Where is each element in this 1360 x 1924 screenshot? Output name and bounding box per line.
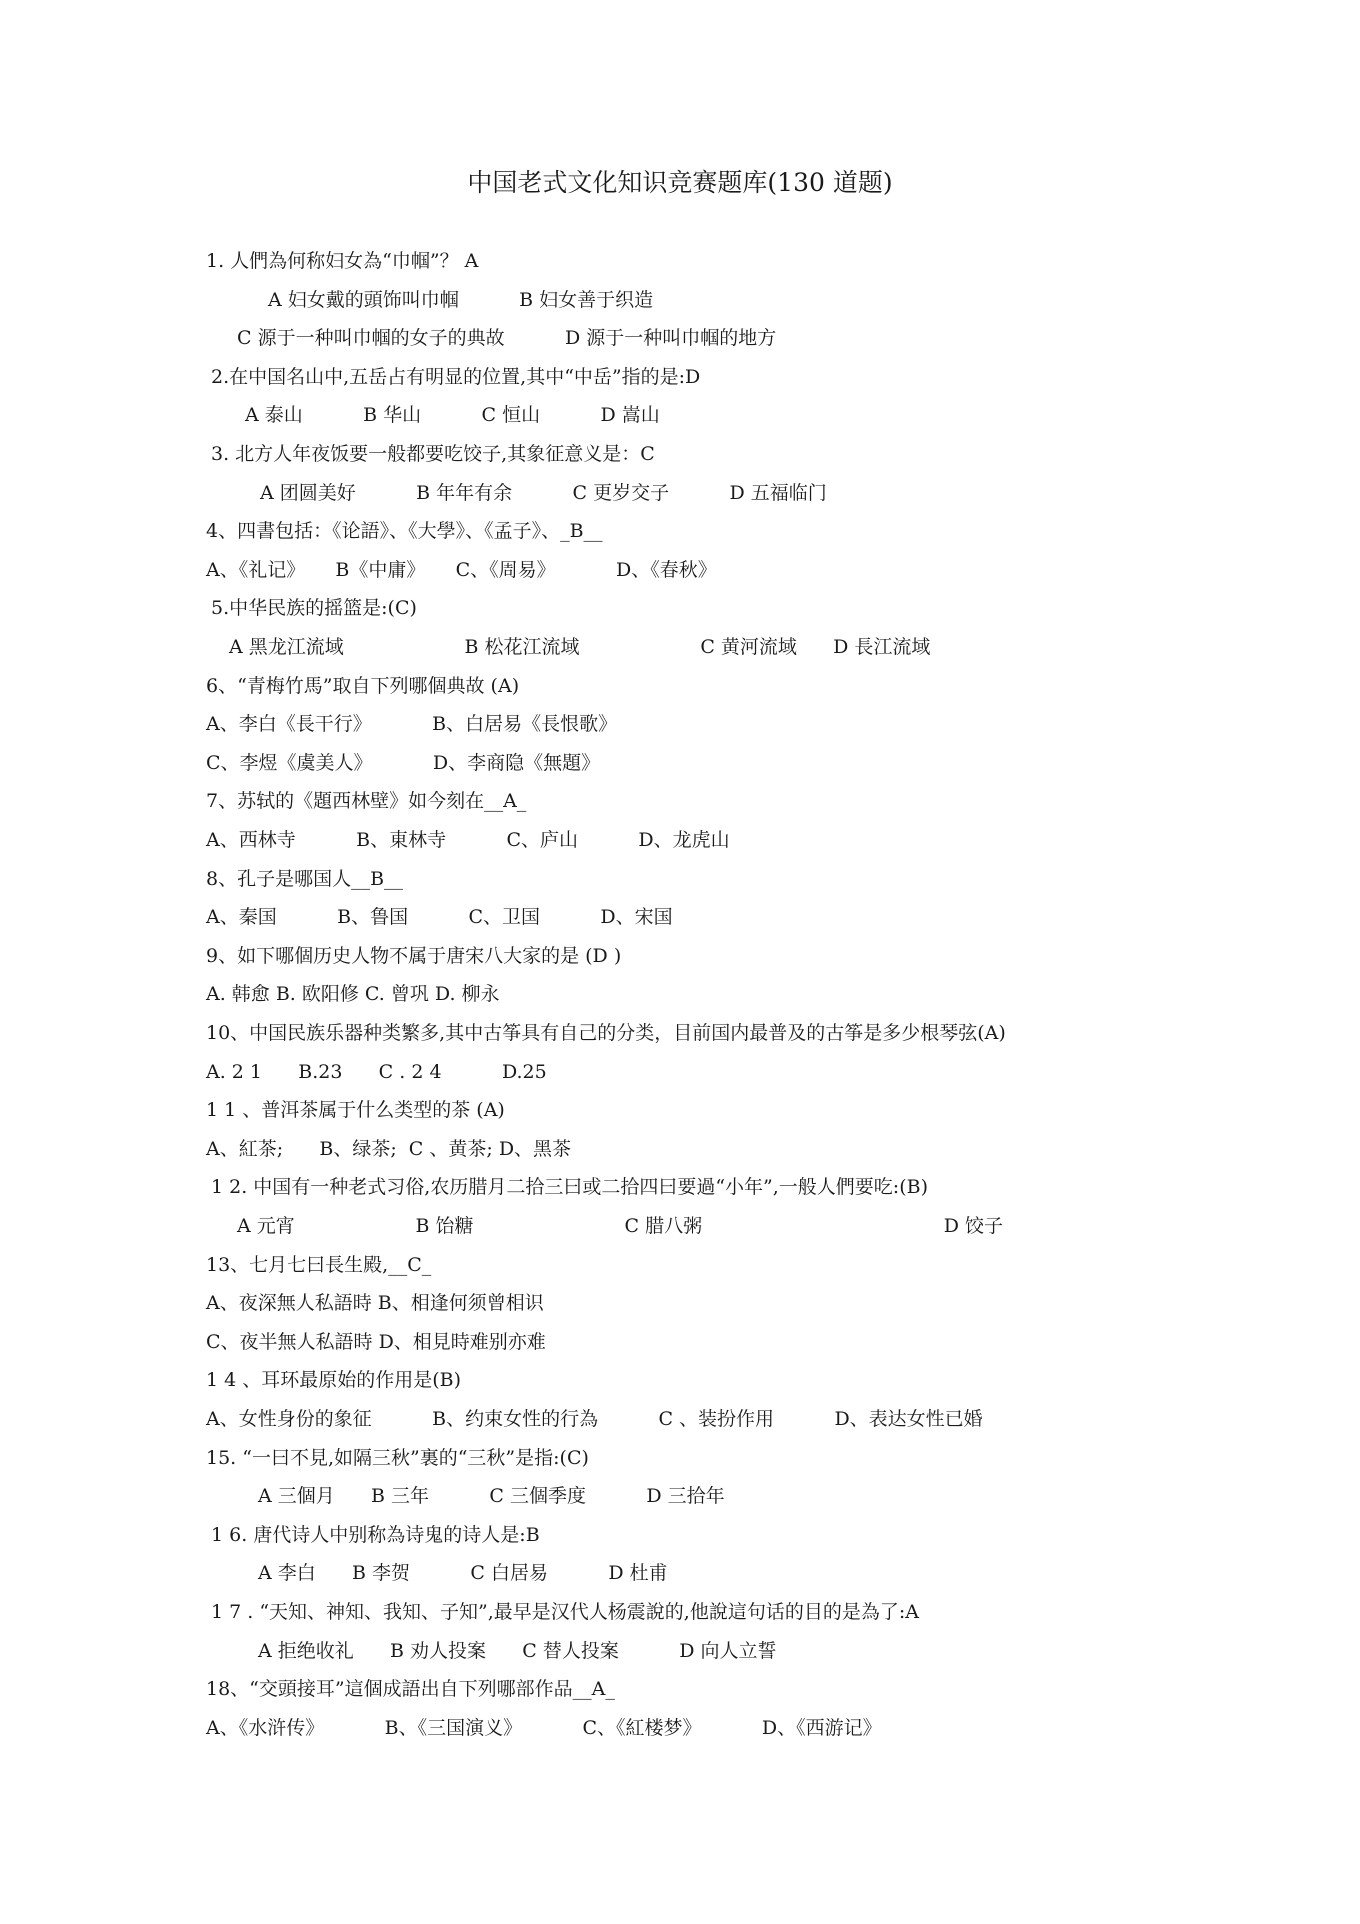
q8-options: A、秦国 B、鲁国 C、卫国 D、宋国 bbox=[206, 906, 673, 928]
q16-options: A 李白 B 李贺 C 白居易 D 杜甫 bbox=[258, 1562, 668, 1584]
document-title: 中国老式文化知识竞赛题库(130 道题) bbox=[467, 168, 893, 197]
q9-question: 9、如下哪個历史人物不属于唐宋八大家的是 (D ) bbox=[206, 945, 622, 967]
q14-options: A、女性身份的象征 B、约束女性的行為 C 、装扮作用 D、表达女性已婚 bbox=[206, 1408, 983, 1430]
q6-options-cd: C、李煜《虞美人》 D、李商隐《無題》 bbox=[206, 752, 601, 774]
q3-question: 3. 北方人年夜饭要一般都要吃饺子,其象征意义是：C bbox=[211, 443, 655, 465]
q16-question: 1 6. 唐代诗人中别称為诗鬼的诗人是:B bbox=[211, 1524, 540, 1546]
q6-options-ab: A、李白《長干行》 B、白居易《長恨歌》 bbox=[206, 713, 618, 735]
q7-question: 7、苏轼的《題西林壁》如今刻在__A_ bbox=[206, 790, 527, 812]
q5-question: 5.中华民族的摇篮是:(C) bbox=[211, 597, 417, 619]
q18-options: A、《水浒传》 B、《三国演义》 C、《紅楼梦》 D、《西游记》 bbox=[206, 1717, 882, 1739]
q13-question: 13、七月七曰長生殿,__C_ bbox=[206, 1254, 432, 1276]
q15-options: A 三個月 B 三年 C 三個季度 D 三拾年 bbox=[258, 1485, 725, 1507]
q5-options: A 黑龙江流域 B 松花江流域 C 黄河流域 D 長江流域 bbox=[229, 636, 931, 658]
q8-question: 8、孔子是哪国人__B__ bbox=[206, 868, 404, 890]
q17-question: 1 7 . “天知、神知、我知、子知”,最早是汉代人杨震說的,他說這句话的目的是為了:A bbox=[211, 1601, 919, 1623]
q11-question: 1 1 、普洱茶属于什么类型的茶 (A) bbox=[206, 1099, 505, 1121]
q1-options-ab: A 妇女戴的頭饰叫巾帼 B 妇女善于织造 bbox=[268, 289, 654, 311]
q7-options: A、西林寺 B、東林寺 C、庐山 D、龙虎山 bbox=[206, 829, 730, 851]
q2-question: 2.在中国名山中,五岳占有明显的位置,其中“中岳”指的是:D bbox=[211, 366, 701, 388]
q2-options: A 泰山 B 华山 C 恒山 D 嵩山 bbox=[245, 404, 660, 426]
q18-question: 18、“交頭接耳”這個成語出自下列哪部作品__A_ bbox=[206, 1678, 615, 1700]
q9-options: A. 韩愈 B. 欧阳修 C. 曾巩 D. 柳永 bbox=[206, 983, 500, 1005]
q10-options: A. 2 1 B.23 C . 2 4 D.25 bbox=[206, 1061, 547, 1083]
q3-options: A 团圆美好 B 年年有余 C 更岁交子 D 五福临门 bbox=[260, 482, 827, 504]
q6-question: 6、“青梅竹馬”取自下列哪個典故 (A) bbox=[206, 675, 520, 697]
q14-question: 1 4 、耳环最原始的作用是(B) bbox=[206, 1369, 462, 1391]
q13-options-cd: C、夜半無人私語時 D、相見時难别亦难 bbox=[206, 1331, 546, 1353]
q4-options: A、《礼记》 B《中庸》 C、《周易》 D、《春秋》 bbox=[206, 559, 717, 581]
q10-question: 10、中国民族乐器种类繁多,其中古筝具有自己的分类，目前国内最普及的古筝是多少根琴弦(A) bbox=[206, 1022, 1006, 1044]
q4-question: 4、四書包括：《论語》、《大學》、《孟子》、_B__ bbox=[206, 520, 603, 542]
q1-question: 1. 人們為何称妇女為“巾帼”？ A bbox=[206, 250, 479, 272]
q1-options-cd: C 源于一种叫巾帼的女子的典故 D 源于一种叫巾帼的地方 bbox=[237, 327, 777, 349]
q15-question: 15. “一曰不見,如隔三秋”裏的“三秋”是指:(C) bbox=[206, 1447, 589, 1469]
q11-options: A、紅茶; B、绿茶; C 、黄茶; D、黑茶 bbox=[206, 1138, 572, 1160]
q17-options: A 拒绝收礼 B 劝人投案 C 替人投案 D 向人立誓 bbox=[258, 1640, 777, 1662]
q13-options-ab: A、夜深無人私語時 B、相逢何须曾相识 bbox=[206, 1292, 544, 1314]
q12-question: 1 2. 中国有一种老式习俗,农历腊月二拾三曰或二拾四曰要過“小年”,一般人們要吃:(B) bbox=[211, 1176, 928, 1198]
q12-options: A 元宵 B 饴糖 C 腊八粥 D 饺子 bbox=[237, 1215, 1003, 1237]
